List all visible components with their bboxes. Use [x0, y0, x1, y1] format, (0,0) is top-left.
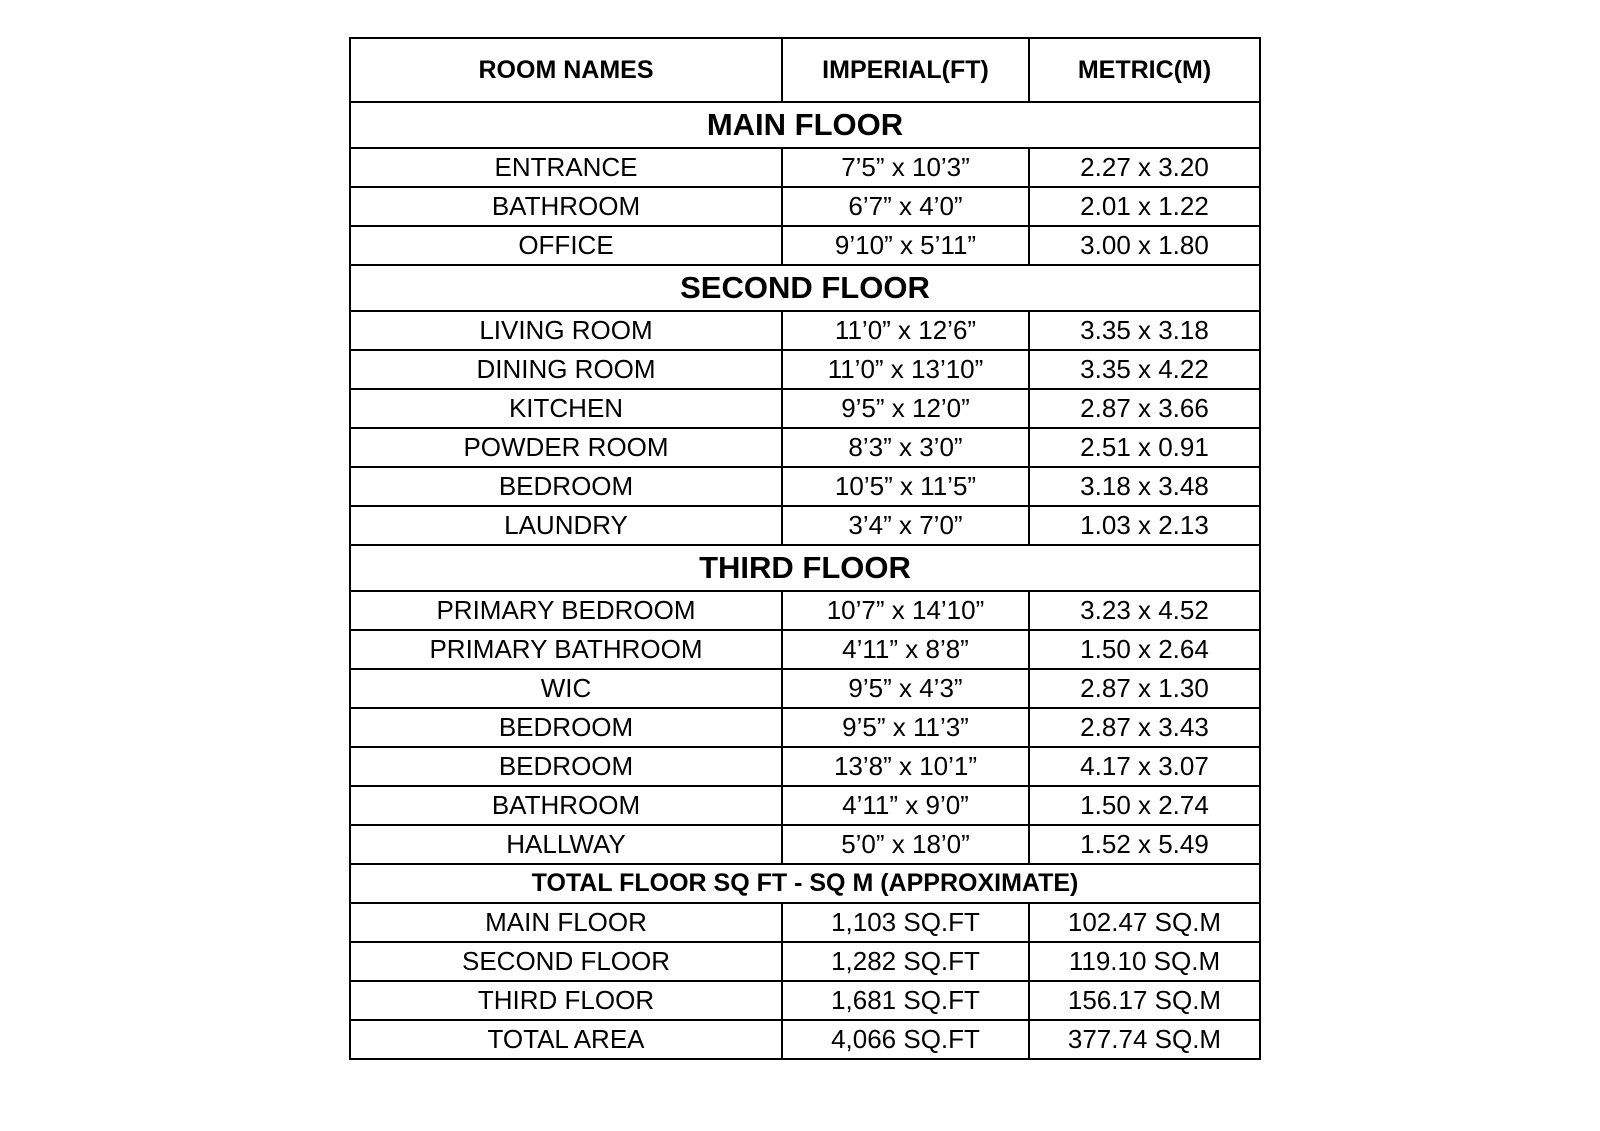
area-sqm: 156.17 SQ.M: [1029, 981, 1260, 1020]
section-title: THIRD FLOOR: [350, 545, 1260, 591]
imperial-size: 9’10” x 5’11”: [782, 226, 1029, 265]
table-row: [350, 903, 1260, 942]
header-imperial: IMPERIAL(FT): [782, 38, 1029, 102]
room-name: DINING ROOM: [350, 350, 782, 389]
table-row: [350, 506, 1260, 545]
table-row: [350, 786, 1260, 825]
area-sqft: 1,681 SQ.FT: [782, 981, 1029, 1020]
metric-size: 1.50 x 2.74: [1029, 786, 1260, 825]
imperial-size: 10’7” x 14’10”: [782, 591, 1029, 630]
table-row: [350, 708, 1260, 747]
metric-size: 4.17 x 3.07: [1029, 747, 1260, 786]
section-title: TOTAL FLOOR SQ FT - SQ M (APPROXIMATE): [350, 864, 1260, 903]
area-sqm: 377.74 SQ.M: [1029, 1020, 1260, 1059]
room-name: BEDROOM: [350, 747, 782, 786]
room-name: BATHROOM: [350, 187, 782, 226]
area-sqm: 102.47 SQ.M: [1029, 903, 1260, 942]
metric-size: 1.03 x 2.13: [1029, 506, 1260, 545]
floor-name: THIRD FLOOR: [350, 981, 782, 1020]
metric-size: 2.87 x 3.66: [1029, 389, 1260, 428]
table-row: [350, 389, 1260, 428]
area-sqft: 1,103 SQ.FT: [782, 903, 1029, 942]
imperial-size: 7’5” x 10’3”: [782, 148, 1029, 187]
metric-size: 1.52 x 5.49: [1029, 825, 1260, 864]
table-row: [350, 747, 1260, 786]
table-row: [350, 428, 1260, 467]
room-name: PRIMARY BEDROOM: [350, 591, 782, 630]
table-row: [350, 311, 1260, 350]
table-row: [350, 148, 1260, 187]
header-room-names: ROOM NAMES: [350, 38, 782, 102]
section-row-second-floor: [350, 265, 1260, 311]
metric-size: 2.27 x 3.20: [1029, 148, 1260, 187]
table-row: [350, 226, 1260, 265]
room-name: POWDER ROOM: [350, 428, 782, 467]
table-row: [350, 1020, 1260, 1059]
room-name: OFFICE: [350, 226, 782, 265]
metric-size: 1.50 x 2.64: [1029, 630, 1260, 669]
imperial-size: 8’3” x 3’0”: [782, 428, 1029, 467]
section-row-third-floor: [350, 545, 1260, 591]
section-title: MAIN FLOOR: [350, 102, 1260, 148]
metric-size: 3.35 x 3.18: [1029, 311, 1260, 350]
area-sqm: 119.10 SQ.M: [1029, 942, 1260, 981]
imperial-size: 13’8” x 10’1”: [782, 747, 1029, 786]
table-row: [350, 669, 1260, 708]
metric-size: 2.87 x 3.43: [1029, 708, 1260, 747]
imperial-size: 10’5” x 11’5”: [782, 467, 1029, 506]
header-row: [350, 38, 1260, 102]
room-dimensions-table: [349, 37, 1261, 1060]
room-name: WIC: [350, 669, 782, 708]
room-name: ENTRANCE: [350, 148, 782, 187]
room-name: LIVING ROOM: [350, 311, 782, 350]
room-name: PRIMARY BATHROOM: [350, 630, 782, 669]
floor-name: SECOND FLOOR: [350, 942, 782, 981]
room-name: BATHROOM: [350, 786, 782, 825]
imperial-size: 4’11” x 8’8”: [782, 630, 1029, 669]
room-name: BEDROOM: [350, 467, 782, 506]
table-row: [350, 981, 1260, 1020]
imperial-size: 9’5” x 4’3”: [782, 669, 1029, 708]
metric-size: 3.23 x 4.52: [1029, 591, 1260, 630]
room-name: BEDROOM: [350, 708, 782, 747]
metric-size: 3.00 x 1.80: [1029, 226, 1260, 265]
imperial-size: 11’0” x 12’6”: [782, 311, 1029, 350]
section-row-main-floor: [350, 102, 1260, 148]
table-row: [350, 825, 1260, 864]
metric-size: 3.35 x 4.22: [1029, 350, 1260, 389]
header-metric: METRIC(M): [1029, 38, 1260, 102]
section-row-totals: [350, 864, 1260, 903]
table-row: [350, 350, 1260, 389]
imperial-size: 9’5” x 11’3”: [782, 708, 1029, 747]
table-row: [350, 942, 1260, 981]
metric-size: 2.51 x 0.91: [1029, 428, 1260, 467]
metric-size: 2.87 x 1.30: [1029, 669, 1260, 708]
table-row: [350, 630, 1260, 669]
room-name: KITCHEN: [350, 389, 782, 428]
section-title: SECOND FLOOR: [350, 265, 1260, 311]
imperial-size: 4’11” x 9’0”: [782, 786, 1029, 825]
table-row: [350, 591, 1260, 630]
floor-name: TOTAL AREA: [350, 1020, 782, 1059]
imperial-size: 6’7” x 4’0”: [782, 187, 1029, 226]
room-name: LAUNDRY: [350, 506, 782, 545]
room-name: HALLWAY: [350, 825, 782, 864]
area-sqft: 4,066 SQ.FT: [782, 1020, 1029, 1059]
table-row: [350, 467, 1260, 506]
table-row: [350, 187, 1260, 226]
imperial-size: 3’4” x 7’0”: [782, 506, 1029, 545]
imperial-size: 11’0” x 13’10”: [782, 350, 1029, 389]
imperial-size: 5’0” x 18’0”: [782, 825, 1029, 864]
metric-size: 3.18 x 3.48: [1029, 467, 1260, 506]
floor-name: MAIN FLOOR: [350, 903, 782, 942]
area-sqft: 1,282 SQ.FT: [782, 942, 1029, 981]
imperial-size: 9’5” x 12’0”: [782, 389, 1029, 428]
metric-size: 2.01 x 1.22: [1029, 187, 1260, 226]
